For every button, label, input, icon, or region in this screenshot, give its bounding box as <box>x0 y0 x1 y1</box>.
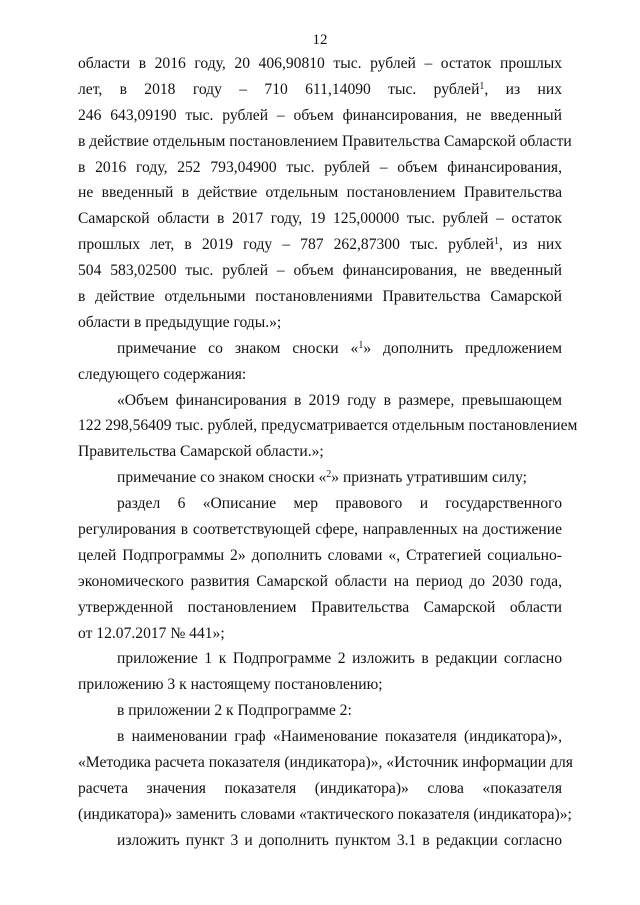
text-line: изложить пункт 3 и дополнить пунктом 3.1 в редакции согласно <box>117 831 562 849</box>
text-line: следующего содержания: <box>78 365 247 383</box>
text-line: приложению 3 к настоящему постановлению; <box>78 676 383 694</box>
text-line: в наименовании граф «Наименование показателя (индикатора)», <box>117 728 562 746</box>
body-text <box>78 51 578 854</box>
footnote-marker: 2 <box>326 469 332 481</box>
text-line: Самарской области в 2017 году, 19 125,00000 тыс. рублей – остаток <box>78 210 562 228</box>
text-line: 246 643,09190 тыс. рублей – объем финансирования, не введенный <box>78 106 562 124</box>
text-line: целей Подпрограммы 2» дополнить словами «, Стратегией социально- <box>78 546 562 564</box>
footnote-marker: 1 <box>358 339 364 351</box>
text-line: расчета значения показателя (индикатора)» слова «показателя <box>78 779 562 797</box>
text-line: не введенный в действие отдельным постановлением Правительства <box>78 184 562 202</box>
text-segment: » признать утратившим силу; <box>331 469 528 487</box>
text-segment: , из них <box>498 236 563 254</box>
text-segment: прошлых лет, в 2019 году – 787 262,87300 тыс. рублей <box>78 236 494 254</box>
text-line-with-footnote <box>78 336 562 362</box>
text-line-with-footnote <box>78 465 562 491</box>
text-line: области в предыдущие годы.»; <box>78 313 282 331</box>
text-line: (индикатора)» заменить словами «тактического показателя (индикатора)»; <box>78 805 572 823</box>
text-line: 122 298,56409 тыс. рублей, предусматривается отдельным постановлением <box>78 417 578 435</box>
text-line: в 2016 году, 252 793,04900 тыс. рублей – объем финансирования, <box>78 158 562 176</box>
text-line: «Объем финансирования в 2019 году в размере, превышающем <box>117 391 562 409</box>
text-line: в приложении 2 к Подпрограмме 2: <box>117 702 352 720</box>
text-segment: лет, в 2018 году – 710 611,14090 тыс. рублей <box>78 80 480 98</box>
text-line: раздел 6 «Описание мер правового и государственного <box>117 495 562 513</box>
text-segment: » дополнить предложением <box>363 339 562 357</box>
text-line: регулирования в соответствующей сфере, направленных на достижение <box>78 521 562 539</box>
text-line: области в 2016 году, 20 406,90810 тыс. рублей – остаток прошлых <box>78 55 562 72</box>
text-segment: примечание со знаком сноски « <box>117 469 327 487</box>
text-line: от 12.07.2017 № 441»; <box>78 624 225 642</box>
text-line: приложение 1 к Подпрограмме 2 изложить в редакции согласно <box>117 650 562 668</box>
text-segment: примечание со знаком сноски « <box>117 339 359 357</box>
footnote-marker: 1 <box>479 80 485 92</box>
text-line: в действие отдельным постановлением Правительства Самарской области <box>78 132 572 150</box>
text-line: 504 583,02500 тыс. рублей – объем финансирования, не введенный <box>78 262 562 280</box>
page-number: 12 <box>312 32 328 48</box>
text-line: утвержденной постановлением Правительства Самарской области <box>78 598 562 616</box>
text-line: «Методика расчета показателя (индикатора)», «Источник информации для <box>78 754 573 772</box>
text-line: в действие отдельными постановлениями Правительства Самарской <box>78 288 562 306</box>
footnote-marker: 1 <box>493 236 499 248</box>
text-line-with-footnote <box>78 77 562 103</box>
text-segment: , из них <box>484 80 563 98</box>
text-line: экономического развития Самарской области на период до 2030 года, <box>78 572 562 590</box>
text-line-with-footnote <box>78 232 562 258</box>
text-line: Правительства Самарской области.»; <box>78 443 324 461</box>
